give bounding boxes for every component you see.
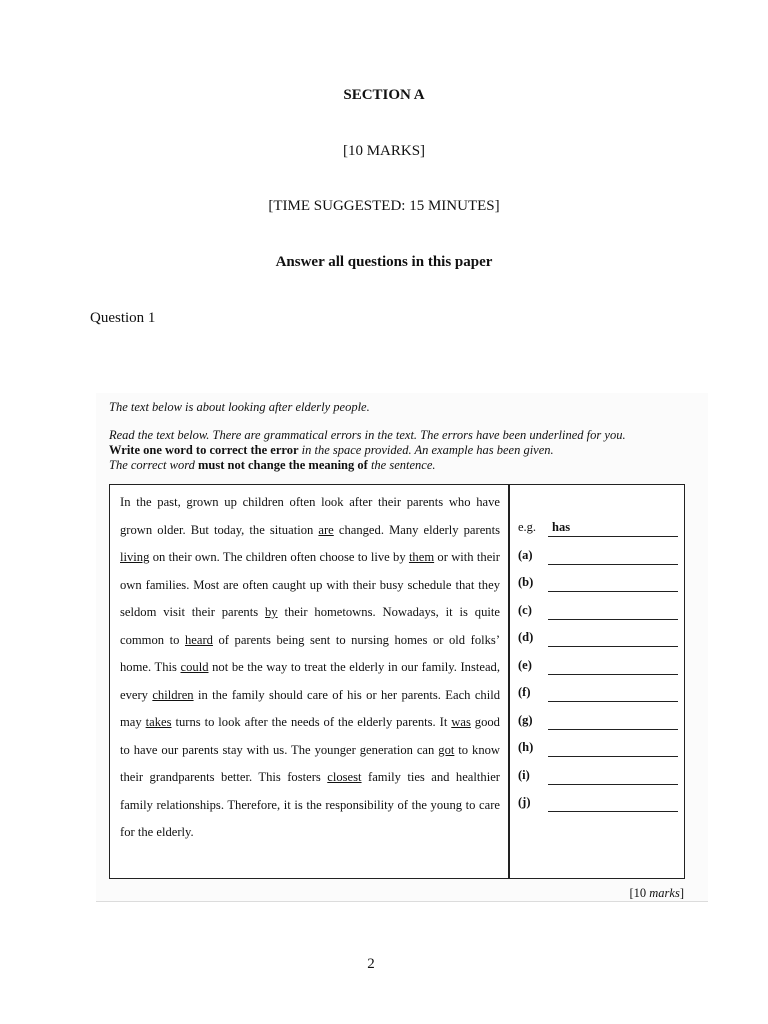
- passage-segment: on their own. The children often choose to live by: [149, 550, 409, 564]
- passage-segment: family ties and healthier family relationships. Therefore, it is the responsibility of the young to care for the elderly.: [120, 770, 500, 839]
- answer-blank-line[interactable]: [548, 784, 678, 785]
- answer-blank-line[interactable]: [548, 811, 678, 812]
- underlined-error-8: was: [451, 715, 471, 729]
- answer-row: [518, 544, 678, 572]
- instruction-meaning-bold: must not change the meaning: [198, 458, 355, 472]
- question-scan: [96, 393, 708, 902]
- page-number: 2: [367, 956, 375, 972]
- question-label: Question 1: [90, 310, 156, 326]
- answer-example-value: has: [552, 520, 571, 534]
- passage-segment: changed. Many elderly parents: [333, 522, 500, 537]
- answer-row: [518, 599, 678, 627]
- answer-blank-line[interactable]: [548, 646, 678, 647]
- instruction-write: [109, 443, 554, 458]
- instruction-meaning: [109, 458, 436, 473]
- table-divider: [508, 485, 510, 878]
- answer-row: [518, 681, 678, 709]
- answer-row: [518, 516, 678, 544]
- underlined-error-5: could: [180, 660, 209, 674]
- passage-segment: of parents being sent to nursing homes or old folks’ home. This: [120, 632, 501, 674]
- answer-column: [518, 516, 678, 819]
- exercise-table: [109, 484, 685, 879]
- underlined-error-0: are: [318, 522, 334, 537]
- underlined-error-3: by: [265, 605, 278, 619]
- passage-segment: to know their grandparents better. This fosters: [120, 742, 501, 784]
- passage-segment: good to have our parents stay with us. The younger generation can: [120, 715, 500, 757]
- answer-blank-line[interactable]: [548, 591, 678, 592]
- section-title: SECTION A: [343, 87, 425, 103]
- answer-row: [518, 626, 678, 654]
- time-suggested: [TIME SUGGESTED: 15 MINUTES]: [268, 198, 500, 214]
- underlined-error-9: got: [438, 742, 455, 757]
- underlined-error-1: living: [120, 550, 150, 564]
- answer-blank-line[interactable]: [548, 674, 678, 675]
- answer-row: [518, 571, 678, 599]
- answer-row: [518, 764, 678, 792]
- answer-blank-line[interactable]: [548, 564, 678, 565]
- passage-segment: their hometowns. Nowadays, it is quite common to: [120, 605, 500, 647]
- instruction-read: Read the text below. There are grammatical errors in the text. The errors have been underlined for you.: [109, 428, 626, 442]
- answer-blank-line[interactable]: [548, 756, 678, 757]
- instruction-topic: The text below is about looking after elderly people.: [109, 400, 370, 414]
- instruction-meaning-a: The correct word: [109, 458, 198, 472]
- answer-blank-line[interactable]: [548, 701, 678, 702]
- answer-label: (b): [518, 575, 534, 589]
- passage-text: [120, 489, 500, 847]
- instruction-meaning-of: of: [354, 458, 371, 472]
- instruction-write-bold: Write one word to correct the error: [109, 443, 299, 457]
- marks-note-close: ]: [679, 886, 684, 900]
- passage-segment: turns to look after the needs of the elderly parents. It: [171, 715, 452, 729]
- answer-row: [518, 654, 678, 682]
- underlined-error-4: heard: [184, 632, 213, 647]
- answer-all-instruction: Answer all questions in this paper: [275, 254, 493, 270]
- answer-label: (d): [518, 630, 534, 644]
- answer-label: (j): [518, 795, 531, 809]
- section-marks: [10 MARKS]: [342, 143, 426, 159]
- answer-label: (i): [518, 767, 530, 782]
- answer-blank-line[interactable]: [548, 536, 678, 537]
- answer-label: (f): [518, 685, 531, 699]
- answer-row: [518, 736, 678, 764]
- passage-segment: In the past, grown up children often look after their parents who have grown older. But today, the situation: [120, 495, 500, 537]
- marks-note-word: marks: [649, 886, 680, 900]
- answer-label: (a): [518, 547, 533, 562]
- answer-blank-line[interactable]: [548, 619, 678, 620]
- answer-row: [518, 709, 678, 737]
- passage-segment: in the family should care of his or her parents. Each child may: [120, 687, 500, 729]
- underlined-error-7: takes: [145, 715, 172, 729]
- answer-label: e.g.: [518, 520, 537, 534]
- instruction-meaning-c: the sentence.: [370, 458, 436, 472]
- passage-segment: not be the way to treat the elderly in our family. Instead, every: [120, 660, 500, 702]
- underlined-error-2: them: [408, 550, 435, 564]
- underlined-error-10: closest: [327, 770, 362, 784]
- answer-blank-line[interactable]: [548, 729, 678, 730]
- marks-note: [629, 886, 684, 901]
- marks-note-open: [10: [629, 886, 650, 900]
- instruction-write-rest: in the space provided. An example has been given.: [298, 443, 554, 457]
- answer-label: (h): [518, 740, 534, 754]
- answer-row: [518, 791, 678, 819]
- answer-label: (e): [518, 657, 532, 672]
- answer-label: (c): [518, 602, 532, 617]
- underlined-error-6: children: [152, 687, 194, 702]
- answer-label: (g): [518, 712, 533, 727]
- passage-segment: or with their own families. Most are often caught up with their busy schedule that they seldom visit their parents: [120, 550, 500, 619]
